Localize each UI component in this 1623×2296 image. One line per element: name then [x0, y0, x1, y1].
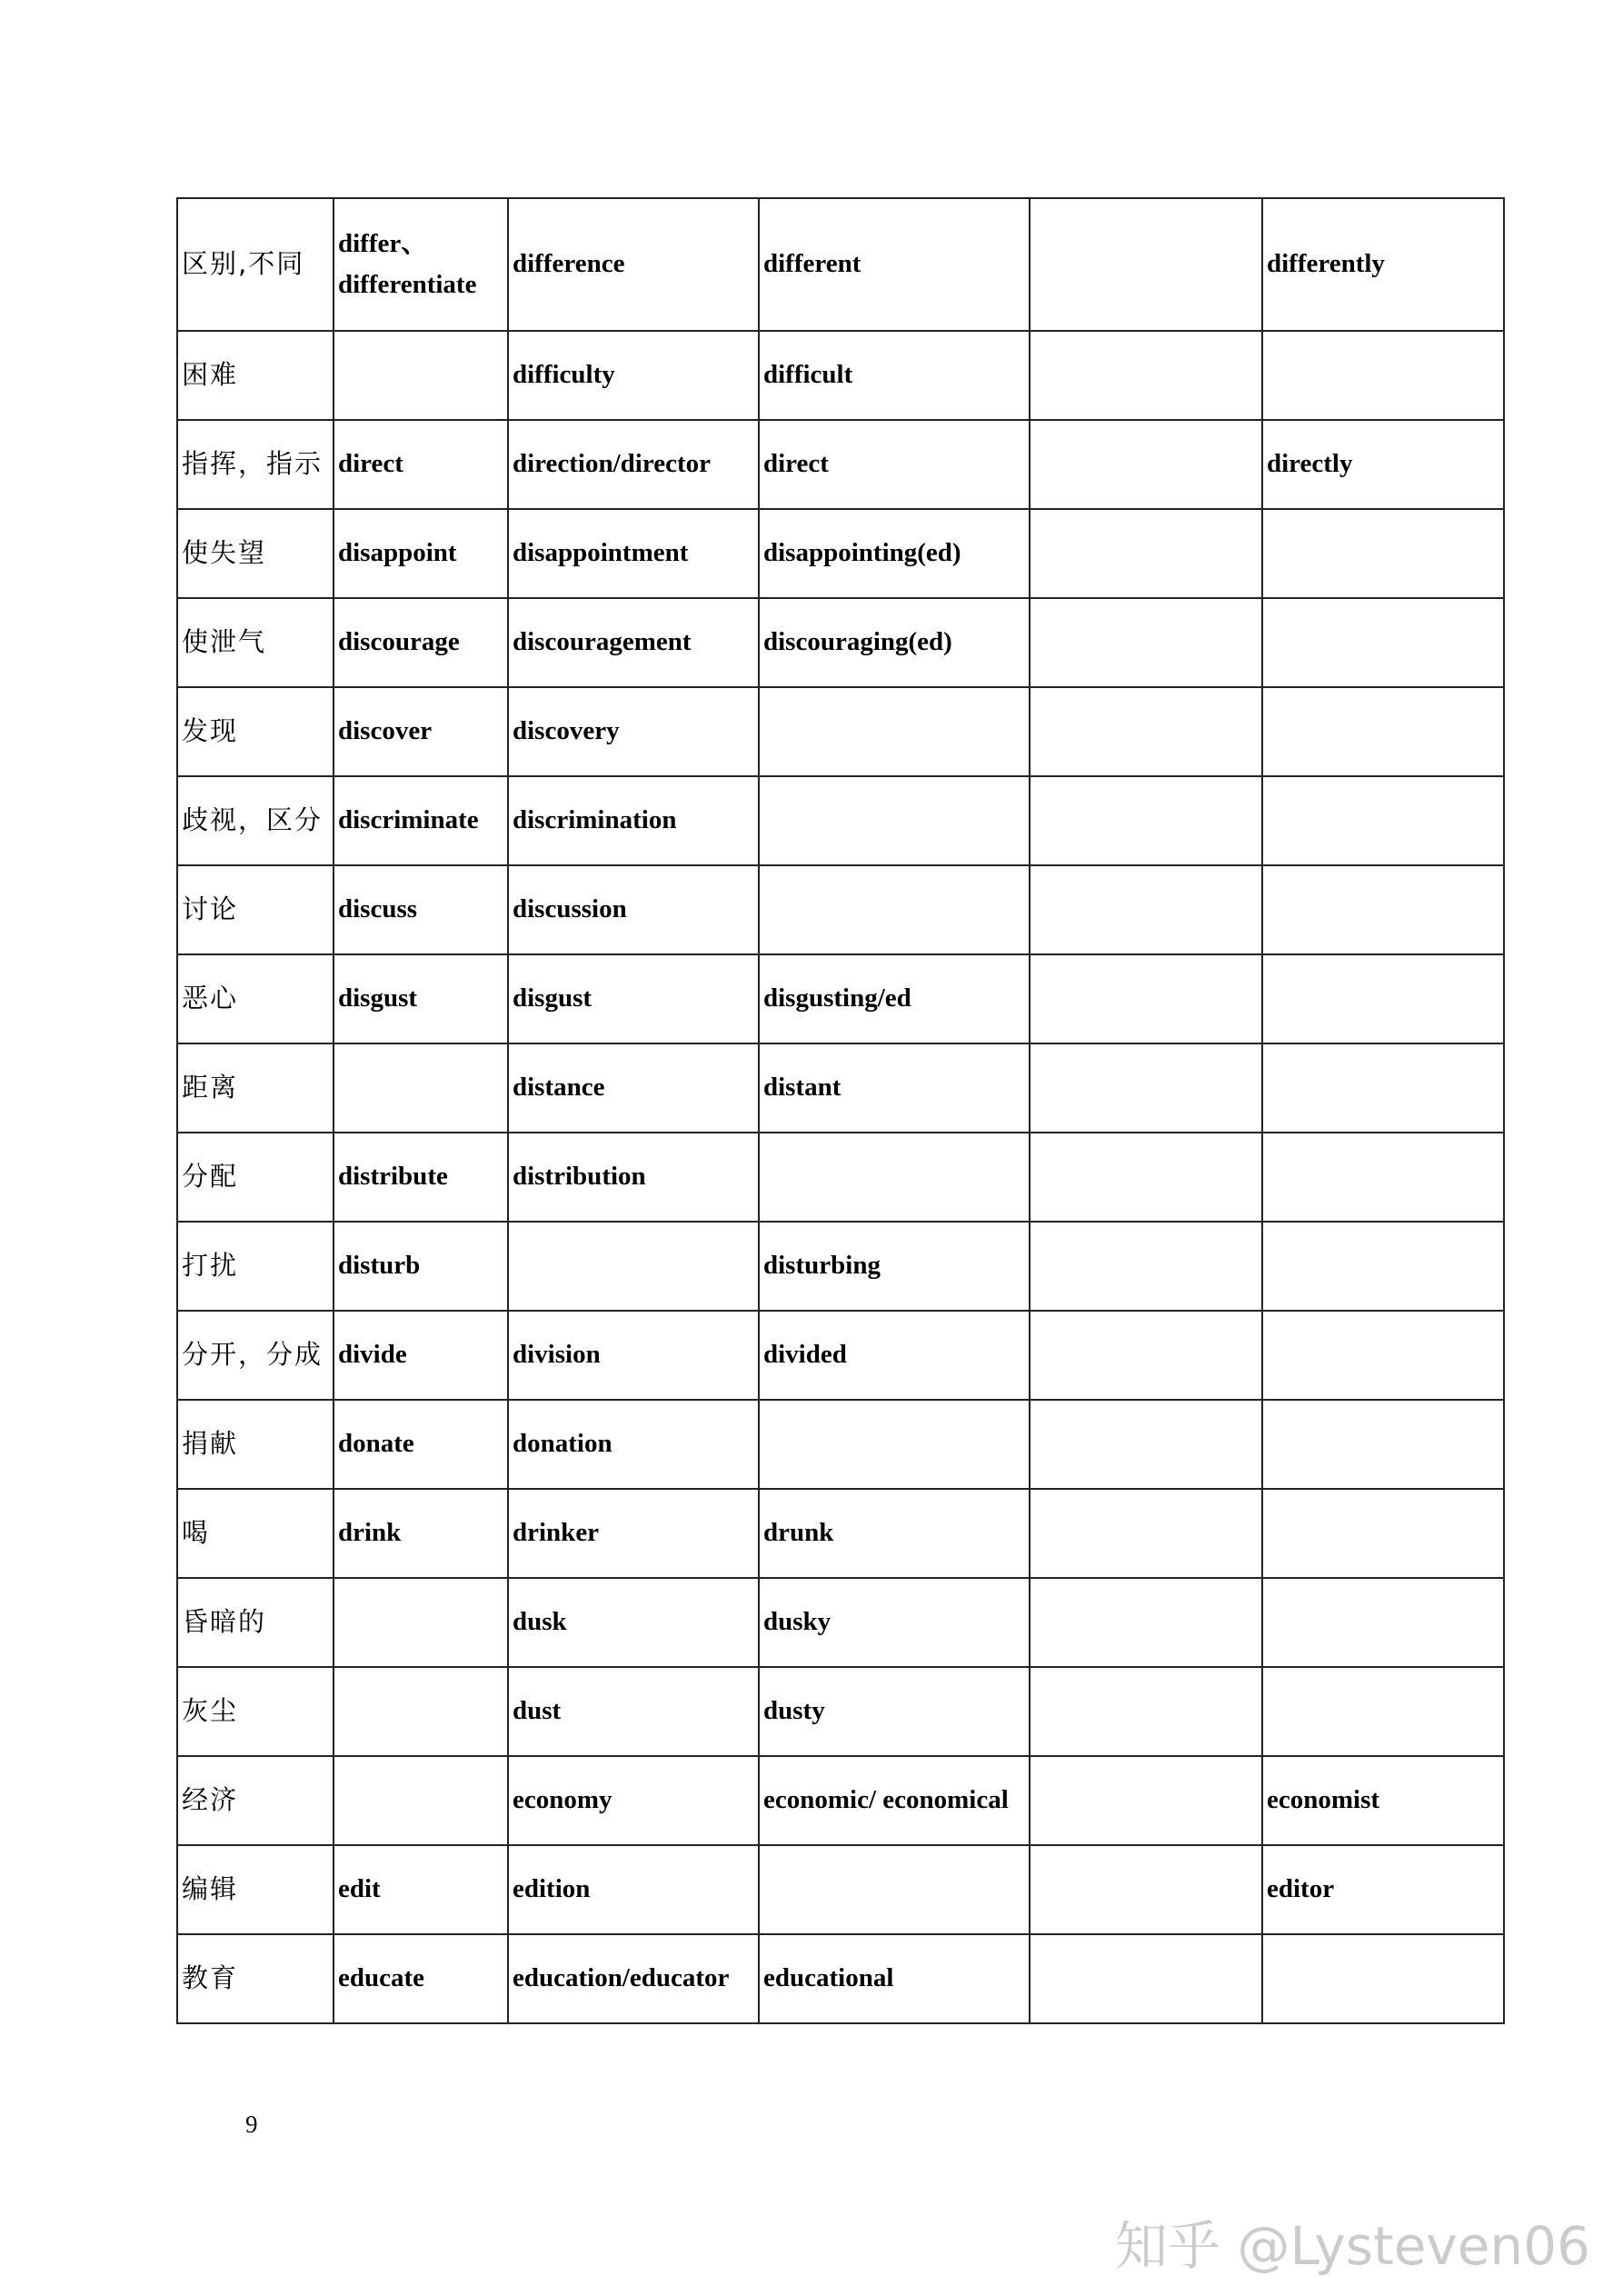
extra-form-cell: [1030, 1578, 1262, 1667]
verb-form-cell: discuss: [334, 865, 508, 954]
extra-form-cell: [1030, 1489, 1262, 1578]
noun-form-cell: dust: [508, 1667, 759, 1756]
noun-form-cell: discussion: [508, 865, 759, 954]
extra-form-cell: [1030, 687, 1262, 776]
table-row: [177, 331, 1504, 420]
adjective-form-cell: discouraging(ed): [759, 598, 1030, 687]
adverb-or-other-form-cell: [1262, 687, 1504, 776]
chinese-meaning-cell: 指挥，指示: [177, 420, 334, 509]
adjective-form-cell: dusty: [759, 1667, 1030, 1756]
table-row: [177, 1667, 1504, 1756]
verb-form-cell: drink: [334, 1489, 508, 1578]
chinese-meaning-cell: 灰尘: [177, 1667, 334, 1756]
adverb-or-other-form-cell: [1262, 954, 1504, 1043]
verb-form-cell: donate: [334, 1400, 508, 1489]
extra-form-cell: [1030, 509, 1262, 598]
noun-form-cell: [508, 1222, 759, 1311]
extra-form-cell: [1030, 1400, 1262, 1489]
adjective-form-cell: educational: [759, 1934, 1030, 2023]
table-row: [177, 1222, 1504, 1311]
adjective-form-cell: disappointing(ed): [759, 509, 1030, 598]
adjective-form-cell: disgusting/ed: [759, 954, 1030, 1043]
adverb-or-other-form-cell: [1262, 1489, 1504, 1578]
adverb-or-other-form-cell: [1262, 1934, 1504, 2023]
noun-form-cell: difficulty: [508, 331, 759, 420]
verb-form-cell: discover: [334, 687, 508, 776]
adverb-or-other-form-cell: [1262, 1667, 1504, 1756]
chinese-meaning-cell: 捐献: [177, 1400, 334, 1489]
adverb-or-other-form-cell: [1262, 1578, 1504, 1667]
adjective-form-cell: economic/ economical: [759, 1756, 1030, 1845]
extra-form-cell: [1030, 598, 1262, 687]
chinese-meaning-cell: 分开，分成: [177, 1311, 334, 1400]
table-row: [177, 598, 1504, 687]
adverb-or-other-form-cell: editor: [1262, 1845, 1504, 1934]
noun-form-cell: distribution: [508, 1133, 759, 1222]
adjective-form-cell: disturbing: [759, 1222, 1030, 1311]
extra-form-cell: [1030, 420, 1262, 509]
adjective-form-cell: [759, 776, 1030, 865]
adverb-or-other-form-cell: [1262, 1311, 1504, 1400]
verb-form-cell: [334, 331, 508, 420]
adjective-form-cell: distant: [759, 1043, 1030, 1133]
extra-form-cell: [1030, 1222, 1262, 1311]
chinese-meaning-cell: 距离: [177, 1043, 334, 1133]
adjective-form-cell: [759, 1400, 1030, 1489]
adverb-or-other-form-cell: directly: [1262, 420, 1504, 509]
extra-form-cell: [1030, 1845, 1262, 1934]
table-row: [177, 865, 1504, 954]
noun-form-cell: direction/director: [508, 420, 759, 509]
extra-form-cell: [1030, 865, 1262, 954]
adverb-or-other-form-cell: [1262, 1043, 1504, 1133]
chinese-meaning-cell: 讨论: [177, 865, 334, 954]
noun-form-cell: difference: [508, 198, 759, 331]
adjective-form-cell: drunk: [759, 1489, 1030, 1578]
noun-form-cell: discrimination: [508, 776, 759, 865]
adverb-or-other-form-cell: [1262, 331, 1504, 420]
vocabulary-table-body: [177, 198, 1504, 2023]
adverb-or-other-form-cell: [1262, 1133, 1504, 1222]
extra-form-cell: [1030, 1667, 1262, 1756]
noun-form-cell: dusk: [508, 1578, 759, 1667]
extra-form-cell: [1030, 1133, 1262, 1222]
verb-form-cell: discourage: [334, 598, 508, 687]
chinese-meaning-cell: 使失望: [177, 509, 334, 598]
adjective-form-cell: divided: [759, 1311, 1030, 1400]
noun-form-cell: edition: [508, 1845, 759, 1934]
verb-form-cell: [334, 1756, 508, 1845]
noun-form-cell: economy: [508, 1756, 759, 1845]
verb-form-cell: disappoint: [334, 509, 508, 598]
table-row: [177, 509, 1504, 598]
verb-form-cell: educate: [334, 1934, 508, 2023]
verb-form-cell: differ、 differentiate: [334, 198, 508, 331]
table-row: [177, 1934, 1504, 2023]
noun-form-cell: discovery: [508, 687, 759, 776]
verb-form-cell: disgust: [334, 954, 508, 1043]
adverb-or-other-form-cell: [1262, 509, 1504, 598]
table-row: [177, 1400, 1504, 1489]
noun-form-cell: distance: [508, 1043, 759, 1133]
chinese-meaning-cell: 经济: [177, 1756, 334, 1845]
chinese-meaning-cell: 困难: [177, 331, 334, 420]
extra-form-cell: [1030, 331, 1262, 420]
table-row: [177, 776, 1504, 865]
table-row: [177, 1845, 1504, 1934]
adverb-or-other-form-cell: [1262, 776, 1504, 865]
chinese-meaning-cell: 喝: [177, 1489, 334, 1578]
verb-form-cell: distribute: [334, 1133, 508, 1222]
chinese-meaning-cell: 区别,不同: [177, 198, 334, 331]
extra-form-cell: [1030, 1043, 1262, 1133]
noun-form-cell: disappointment: [508, 509, 759, 598]
verb-form-cell: edit: [334, 1845, 508, 1934]
verb-form-cell: direct: [334, 420, 508, 509]
extra-form-cell: [1030, 954, 1262, 1043]
verb-form-cell: [334, 1043, 508, 1133]
table-row: [177, 687, 1504, 776]
adverb-or-other-form-cell: economist: [1262, 1756, 1504, 1845]
adjective-form-cell: direct: [759, 420, 1030, 509]
extra-form-cell: [1030, 198, 1262, 331]
chinese-meaning-cell: 昏暗的: [177, 1578, 334, 1667]
adjective-form-cell: difficult: [759, 331, 1030, 420]
chinese-meaning-cell: 发现: [177, 687, 334, 776]
noun-form-cell: donation: [508, 1400, 759, 1489]
table-row: [177, 1043, 1504, 1133]
adverb-or-other-form-cell: [1262, 1222, 1504, 1311]
verb-form-cell: divide: [334, 1311, 508, 1400]
adjective-form-cell: dusky: [759, 1578, 1030, 1667]
verb-form-cell: discriminate: [334, 776, 508, 865]
adjective-form-cell: [759, 865, 1030, 954]
vocabulary-table: [176, 197, 1505, 2024]
extra-form-cell: [1030, 1934, 1262, 2023]
chinese-meaning-cell: 恶心: [177, 954, 334, 1043]
table-row: [177, 954, 1504, 1043]
adverb-or-other-form-cell: [1262, 598, 1504, 687]
adjective-form-cell: [759, 687, 1030, 776]
table-row: [177, 1756, 1504, 1845]
chinese-meaning-cell: 分配: [177, 1133, 334, 1222]
adjective-form-cell: [759, 1133, 1030, 1222]
noun-form-cell: drinker: [508, 1489, 759, 1578]
extra-form-cell: [1030, 776, 1262, 865]
noun-form-cell: discouragement: [508, 598, 759, 687]
verb-form-cell: [334, 1667, 508, 1756]
adjective-form-cell: [759, 1845, 1030, 1934]
adverb-or-other-form-cell: differently: [1262, 198, 1504, 331]
extra-form-cell: [1030, 1311, 1262, 1400]
chinese-meaning-cell: 教育: [177, 1934, 334, 2023]
table-row: [177, 1133, 1504, 1222]
verb-form-cell: disturb: [334, 1222, 508, 1311]
watermark: 知乎 @Lysteven06: [1115, 2215, 1590, 2277]
noun-form-cell: division: [508, 1311, 759, 1400]
adverb-or-other-form-cell: [1262, 1400, 1504, 1489]
table-row: [177, 1311, 1504, 1400]
adjective-form-cell: different: [759, 198, 1030, 331]
page-number: 9: [245, 2111, 258, 2138]
chinese-meaning-cell: 编辑: [177, 1845, 334, 1934]
verb-form-cell: [334, 1578, 508, 1667]
extra-form-cell: [1030, 1756, 1262, 1845]
table-row: [177, 1578, 1504, 1667]
table-row: [177, 198, 1504, 331]
chinese-meaning-cell: 打扰: [177, 1222, 334, 1311]
chinese-meaning-cell: 使泄气: [177, 598, 334, 687]
chinese-meaning-cell: 歧视，区分: [177, 776, 334, 865]
table-row: [177, 420, 1504, 509]
table-row: [177, 1489, 1504, 1578]
noun-form-cell: disgust: [508, 954, 759, 1043]
noun-form-cell: education/educator: [508, 1934, 759, 2023]
adverb-or-other-form-cell: [1262, 865, 1504, 954]
